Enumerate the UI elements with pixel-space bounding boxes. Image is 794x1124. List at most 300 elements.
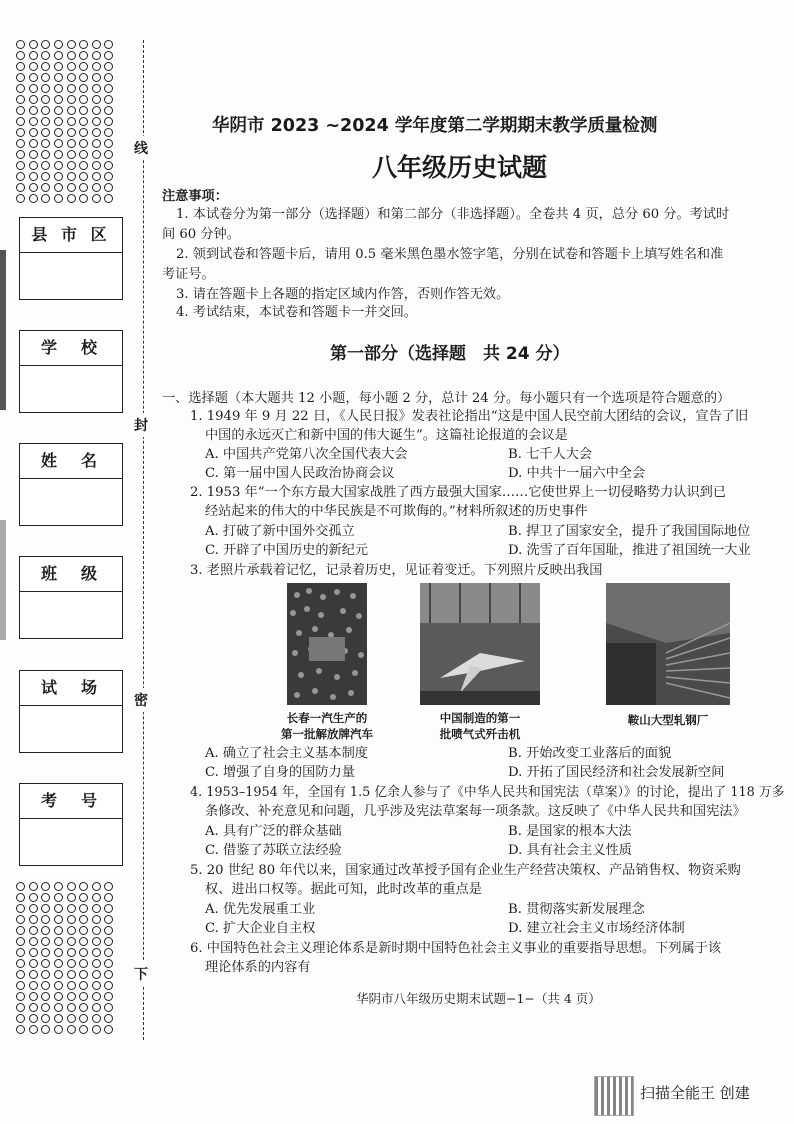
binding-dot — [54, 161, 63, 170]
option-c: C. 借鉴了苏联立法经验 — [205, 843, 342, 858]
seal-char-xian: 线 — [134, 136, 148, 160]
field-exam-number — [19, 783, 123, 866]
binding-dot — [29, 893, 38, 902]
option-c: C. 扩大企业自主权 — [205, 921, 316, 936]
option-d: D. 具有社会主义性质 — [508, 843, 632, 858]
binding-dot — [104, 161, 113, 170]
binding-dot — [104, 1003, 113, 1012]
binding-dot — [41, 992, 50, 1001]
binding-dot — [41, 1014, 50, 1023]
binding-dot — [92, 981, 101, 990]
binding-dot — [92, 904, 101, 913]
binding-dot — [41, 128, 50, 137]
binding-dot — [79, 172, 88, 181]
seal-char-feng: 封 — [134, 413, 148, 437]
binding-dot — [16, 106, 25, 115]
binding-dot — [79, 992, 88, 1001]
binding-dot — [92, 937, 101, 946]
binding-dot — [79, 62, 88, 71]
binding-dot — [41, 95, 50, 104]
field-county — [19, 217, 123, 300]
binding-dot — [79, 51, 88, 60]
binding-dot — [29, 1014, 38, 1023]
binding-dot — [104, 992, 113, 1001]
note-line: 4. 考试结束，本试卷和答题卡一并交回。 — [176, 305, 417, 320]
binding-dot — [67, 926, 76, 935]
binding-dot — [41, 51, 50, 60]
option-b: B. 七千人大会 — [508, 447, 593, 462]
binding-dot — [104, 62, 113, 71]
binding-dot — [54, 1003, 63, 1012]
binding-dot — [79, 882, 88, 891]
binding-dot — [29, 992, 38, 1001]
scan-edge — [0, 250, 6, 410]
binding-dot — [79, 194, 88, 203]
binding-dot — [79, 959, 88, 968]
binding-dot — [67, 948, 76, 957]
binding-dot — [67, 40, 76, 49]
binding-dot — [67, 128, 76, 137]
binding-dot — [54, 62, 63, 71]
option-c: C. 增强了自身的国防力量 — [205, 765, 355, 780]
binding-dot — [67, 51, 76, 60]
binding-dot — [104, 84, 113, 93]
option-a: A. 优先发展重工业 — [205, 902, 316, 917]
binding-dot — [67, 1003, 76, 1012]
seal-char-xia: 下 — [134, 962, 148, 986]
binding-dot — [79, 95, 88, 104]
binding-dot — [41, 183, 50, 192]
binding-dot — [29, 937, 38, 946]
binding-dot — [41, 1003, 50, 1012]
binding-dot — [92, 150, 101, 159]
binding-dot — [92, 1014, 101, 1023]
binding-dot — [79, 915, 88, 924]
binding-dot — [16, 139, 25, 148]
binding-dot — [16, 62, 25, 71]
binding-dot — [41, 117, 50, 126]
binding-dot — [29, 981, 38, 990]
binding-dot — [104, 183, 113, 192]
binding-dot — [79, 150, 88, 159]
binding-dot — [104, 73, 113, 82]
binding-dot — [16, 1025, 25, 1034]
note-line: 1. 本试卷分为第一部分（选择题）和第二部分（非选择题）。全卷共 4 页，总分 60 分。考试时 — [176, 207, 730, 222]
binding-dot — [41, 150, 50, 159]
binding-dot — [67, 95, 76, 104]
part1-instruction: 一、选择题（本大题共 12 小题，每小题 2 分，总计 24 分。每小题只有一个选项是符合题意的） — [162, 391, 731, 406]
binding-dot — [41, 937, 50, 946]
notes-heading: 注意事项： — [162, 189, 228, 204]
binding-dot — [54, 84, 63, 93]
binding-dot — [29, 915, 38, 924]
binding-dot — [16, 161, 25, 170]
binding-dot — [29, 1025, 38, 1034]
binding-dot — [92, 73, 101, 82]
binding-dot — [67, 1025, 76, 1034]
binding-dot — [41, 1025, 50, 1034]
option-a: A. 确立了社会主义基本制度 — [205, 746, 368, 761]
binding-dot — [79, 893, 88, 902]
binding-dot — [16, 882, 25, 891]
binding-dot — [79, 106, 88, 115]
binding-dot — [16, 117, 25, 126]
binding-dot — [29, 139, 38, 148]
binding-dot — [67, 1014, 76, 1023]
option-d: D. 开拓了国民经济和社会发展新空间 — [508, 765, 725, 780]
binding-dot — [92, 959, 101, 968]
note-line: 间 60 分钟。 — [162, 227, 240, 242]
option-a: A. 打破了新中国外交孤立 — [205, 524, 355, 539]
binding-dot — [16, 194, 25, 203]
photo-caption: 鞍山大型轧钢厂 — [627, 713, 709, 727]
binding-dot — [79, 981, 88, 990]
binding-dot — [79, 117, 88, 126]
binding-dot — [104, 172, 113, 181]
binding-dot — [41, 172, 50, 181]
option-b: B. 是国家的根本大法 — [508, 824, 632, 839]
binding-dot — [16, 992, 25, 1001]
binding-dot — [16, 40, 25, 49]
binding-dot — [29, 172, 38, 181]
binding-dot — [41, 106, 50, 115]
binding-dot — [16, 915, 25, 924]
binding-dot — [54, 95, 63, 104]
binding-dot — [54, 106, 63, 115]
binding-dot — [54, 51, 63, 60]
binding-dot — [29, 959, 38, 968]
option-a: A. 具有广泛的群众基础 — [205, 824, 342, 839]
binding-dot — [16, 183, 25, 192]
binding-dot — [41, 981, 50, 990]
photo-steel-mill — [606, 583, 730, 705]
subject-title: 八年级历史试题 — [372, 153, 548, 182]
binding-dot — [79, 926, 88, 935]
binding-dot — [67, 183, 76, 192]
photo-caption: 中国制造的第一 — [439, 711, 521, 725]
binding-dot — [54, 40, 63, 49]
binding-dot — [67, 893, 76, 902]
binding-dot — [104, 194, 113, 203]
binding-dot — [16, 937, 25, 946]
binding-dot — [92, 992, 101, 1001]
binding-dot — [29, 62, 38, 71]
binding-dot — [67, 150, 76, 159]
binding-dot — [29, 150, 38, 159]
binding-dot — [54, 172, 63, 181]
question-stem: 经站起来的伟大的中华民族是不可欺侮的。”材料所叙述的历史事件 — [205, 504, 588, 519]
option-c: C. 第一届中国人民政治协商会议 — [205, 466, 395, 481]
binding-dot — [67, 915, 76, 924]
binding-dot — [104, 1014, 113, 1023]
photo-jiefang-trucks — [287, 583, 367, 705]
binding-dot — [104, 882, 113, 891]
field-name — [19, 443, 123, 526]
binding-dot — [54, 926, 63, 935]
option-d: D. 建立社会主义市场经济体制 — [508, 921, 685, 936]
binding-dot — [92, 970, 101, 979]
binding-dot — [16, 1014, 25, 1023]
binding-dot — [41, 73, 50, 82]
binding-dot — [67, 992, 76, 1001]
binding-dots-top — [16, 40, 116, 203]
binding-dot — [79, 937, 88, 946]
option-c: C. 开辟了中国历史的新纪元 — [205, 543, 369, 558]
note-line: 2. 领到试卷和答题卡后，请用 0.5 毫米黑色墨水签字笔，分别在试卷和答题卡上填写姓名和准 — [176, 247, 724, 262]
binding-dot — [54, 183, 63, 192]
photo-jet-fighter — [420, 583, 540, 705]
binding-dot — [104, 40, 113, 49]
binding-dot — [54, 948, 63, 957]
binding-dot — [104, 959, 113, 968]
binding-dot — [79, 1014, 88, 1023]
binding-dot — [104, 1025, 113, 1034]
binding-dot — [67, 106, 76, 115]
binding-dot — [16, 172, 25, 181]
binding-dot — [67, 84, 76, 93]
binding-dot — [16, 84, 25, 93]
binding-dot — [54, 73, 63, 82]
binding-dot — [16, 73, 25, 82]
seal-line — [143, 40, 144, 1040]
binding-dot — [29, 117, 38, 126]
binding-dot — [54, 882, 63, 891]
binding-dot — [79, 128, 88, 137]
binding-dot — [41, 882, 50, 891]
question-stem: 理论体系的内容有 — [205, 960, 311, 975]
binding-dot — [79, 948, 88, 957]
binding-dot — [92, 893, 101, 902]
binding-dot — [92, 1003, 101, 1012]
question-stem: 5. 20 世纪 80 年代以来，国家通过改革授予国有企业生产经营决策权、产品销售权、物资采购 — [190, 863, 741, 878]
binding-dot — [16, 959, 25, 968]
binding-dot — [54, 1025, 63, 1034]
field-label: 试 场 — [20, 671, 122, 706]
option-b: B. 开始改变工业落后的面貌 — [508, 746, 672, 761]
binding-dot — [92, 106, 101, 115]
option-d: D. 洗雪了百年国耻，推进了祖国统一大业 — [508, 543, 751, 558]
binding-dot — [54, 959, 63, 968]
binding-dot — [92, 95, 101, 104]
binding-dot — [67, 970, 76, 979]
binding-dot — [41, 915, 50, 924]
binding-dot — [29, 970, 38, 979]
binding-dot — [67, 139, 76, 148]
field-room — [19, 670, 123, 753]
binding-dot — [79, 183, 88, 192]
binding-dot — [92, 139, 101, 148]
question-stem: 2. 1953 年“一个东方最大国家战胜了西方最强大国家……它使世界上一切侵略势力认识到已 — [190, 485, 727, 500]
binding-dot — [92, 51, 101, 60]
binding-dot — [54, 970, 63, 979]
scan-edge — [0, 520, 6, 640]
binding-dot — [92, 161, 101, 170]
binding-dot — [16, 926, 25, 935]
binding-dot — [79, 84, 88, 93]
binding-dot — [104, 117, 113, 126]
binding-dot — [54, 139, 63, 148]
binding-dot — [67, 172, 76, 181]
binding-dot — [67, 959, 76, 968]
qr-code-icon — [594, 1076, 634, 1116]
binding-dot — [67, 62, 76, 71]
binding-dot — [104, 904, 113, 913]
binding-dot — [16, 904, 25, 913]
photo-caption: 长春一汽生产的 — [286, 711, 368, 725]
binding-dot — [79, 161, 88, 170]
binding-dot — [54, 904, 63, 913]
binding-dot — [29, 882, 38, 891]
scanner-watermark: 扫描全能王 创建 — [640, 1084, 750, 1102]
binding-dot — [54, 937, 63, 946]
binding-dot — [29, 106, 38, 115]
question-stem: 3. 老照片承载着记忆，记录着历史，见证着变迁。下列照片反映出我国 — [190, 563, 603, 578]
note-line: 考证号。 — [162, 267, 215, 282]
binding-dot — [41, 139, 50, 148]
binding-dot — [92, 128, 101, 137]
binding-dot — [104, 948, 113, 957]
binding-dot — [104, 128, 113, 137]
binding-dot — [104, 970, 113, 979]
binding-dot — [104, 150, 113, 159]
question-stem: 条修改、补充意见和问题，几乎涉及宪法草案每一项条款。这反映了《中华人民共和国宪法》 — [205, 804, 746, 819]
binding-dot — [54, 150, 63, 159]
binding-dot — [54, 992, 63, 1001]
binding-dot — [67, 73, 76, 82]
field-class — [19, 556, 123, 639]
binding-dot — [54, 128, 63, 137]
binding-dot — [29, 904, 38, 913]
binding-dot — [92, 117, 101, 126]
binding-dot — [29, 95, 38, 104]
binding-dot — [29, 128, 38, 137]
photo-caption: 批喷气式歼击机 — [439, 727, 521, 741]
field-label: 姓 名 — [20, 444, 122, 479]
binding-dot — [79, 904, 88, 913]
photo-caption: 第一批解放牌汽车 — [281, 727, 373, 741]
binding-dots-bottom — [16, 882, 116, 1034]
binding-dot — [29, 51, 38, 60]
binding-dot — [54, 1014, 63, 1023]
exam-title: 华阴市 2023 ~2024 学年度第二学期期末教学质量检测 — [212, 116, 658, 136]
binding-dot — [54, 194, 63, 203]
binding-dot — [79, 139, 88, 148]
field-label: 考 号 — [20, 784, 122, 819]
binding-dot — [41, 948, 50, 957]
binding-dot — [92, 948, 101, 957]
binding-dot — [67, 117, 76, 126]
part1-heading: 第一部分（选择题 共 24 分） — [330, 344, 570, 364]
binding-dot — [104, 926, 113, 935]
binding-dot — [92, 84, 101, 93]
binding-dot — [54, 893, 63, 902]
binding-dot — [41, 893, 50, 902]
binding-dot — [41, 904, 50, 913]
binding-dot — [104, 106, 113, 115]
binding-dot — [67, 161, 76, 170]
binding-dot — [92, 1025, 101, 1034]
binding-dot — [29, 1003, 38, 1012]
binding-dot — [92, 882, 101, 891]
option-d: D. 中共十一届六中全会 — [508, 466, 646, 481]
binding-dot — [79, 40, 88, 49]
binding-dot — [92, 915, 101, 924]
field-label: 县 市 区 — [20, 218, 122, 253]
binding-dot — [104, 95, 113, 104]
binding-dot — [92, 183, 101, 192]
note-line: 3. 请在答题卡上各题的指定区域内作答，否则作答无效。 — [176, 287, 510, 302]
binding-dot — [29, 84, 38, 93]
binding-dot — [41, 959, 50, 968]
binding-dot — [16, 893, 25, 902]
binding-dot — [16, 51, 25, 60]
option-a: A. 中国共产党第八次全国代表大会 — [205, 447, 408, 462]
question-stem: 中国的永远灭亡和新中国的伟大诞生”。这篇社论报道的会议是 — [205, 428, 568, 443]
binding-dot — [104, 139, 113, 148]
binding-dot — [92, 40, 101, 49]
page-footer: 华阴市八年级历史期末试题−1−（共 4 页） — [356, 991, 601, 1006]
field-school — [19, 330, 123, 413]
binding-dot — [92, 172, 101, 181]
question-stem: 6. 中国特色社会主义理论体系是新时期中国特色社会主义事业的重要指导思想。下列属于该 — [190, 941, 722, 956]
binding-dot — [41, 40, 50, 49]
binding-dot — [79, 970, 88, 979]
binding-dot — [29, 926, 38, 935]
binding-dot — [104, 981, 113, 990]
binding-dot — [29, 40, 38, 49]
binding-dot — [29, 183, 38, 192]
option-b: B. 贯彻落实新发展理念 — [508, 902, 645, 917]
binding-dot — [16, 95, 25, 104]
binding-dot — [67, 904, 76, 913]
binding-dot — [104, 51, 113, 60]
binding-dot — [41, 926, 50, 935]
binding-dot — [41, 161, 50, 170]
binding-dot — [16, 981, 25, 990]
binding-dot — [67, 194, 76, 203]
binding-dot — [41, 970, 50, 979]
binding-dot — [104, 893, 113, 902]
binding-dot — [41, 194, 50, 203]
binding-dot — [104, 915, 113, 924]
binding-dot — [92, 926, 101, 935]
binding-dot — [29, 948, 38, 957]
binding-dot — [79, 73, 88, 82]
binding-dot — [41, 84, 50, 93]
option-b: B. 捍卫了国家安全，提升了我国国际地位 — [508, 524, 751, 539]
binding-dot — [79, 1003, 88, 1012]
binding-dot — [54, 915, 63, 924]
binding-dot — [92, 62, 101, 71]
binding-dot — [67, 882, 76, 891]
binding-dot — [67, 937, 76, 946]
binding-dot — [16, 1003, 25, 1012]
seal-char-mi: 密 — [134, 688, 148, 712]
binding-dot — [104, 937, 113, 946]
binding-dot — [16, 948, 25, 957]
binding-dot — [54, 981, 63, 990]
binding-dot — [67, 981, 76, 990]
binding-dot — [29, 73, 38, 82]
binding-dot — [16, 150, 25, 159]
binding-dot — [16, 970, 25, 979]
field-label: 班 级 — [20, 557, 122, 592]
field-label: 学 校 — [20, 331, 122, 366]
question-stem: 1. 1949 年 9 月 22 日，《人民日报》发表社论指出“这是中国人民空前大团结的会议，宣告了旧 — [190, 409, 749, 424]
binding-dot — [79, 1025, 88, 1034]
question-stem: 4. 1953–1954 年，全国有 1.5 亿余人参与了《中华人民共和国宪法（草案）》的讨论，提出了 118 万多 — [190, 785, 785, 800]
question-stem: 权、进出口权等。据此可知，此时改革的重点是 — [205, 882, 482, 897]
